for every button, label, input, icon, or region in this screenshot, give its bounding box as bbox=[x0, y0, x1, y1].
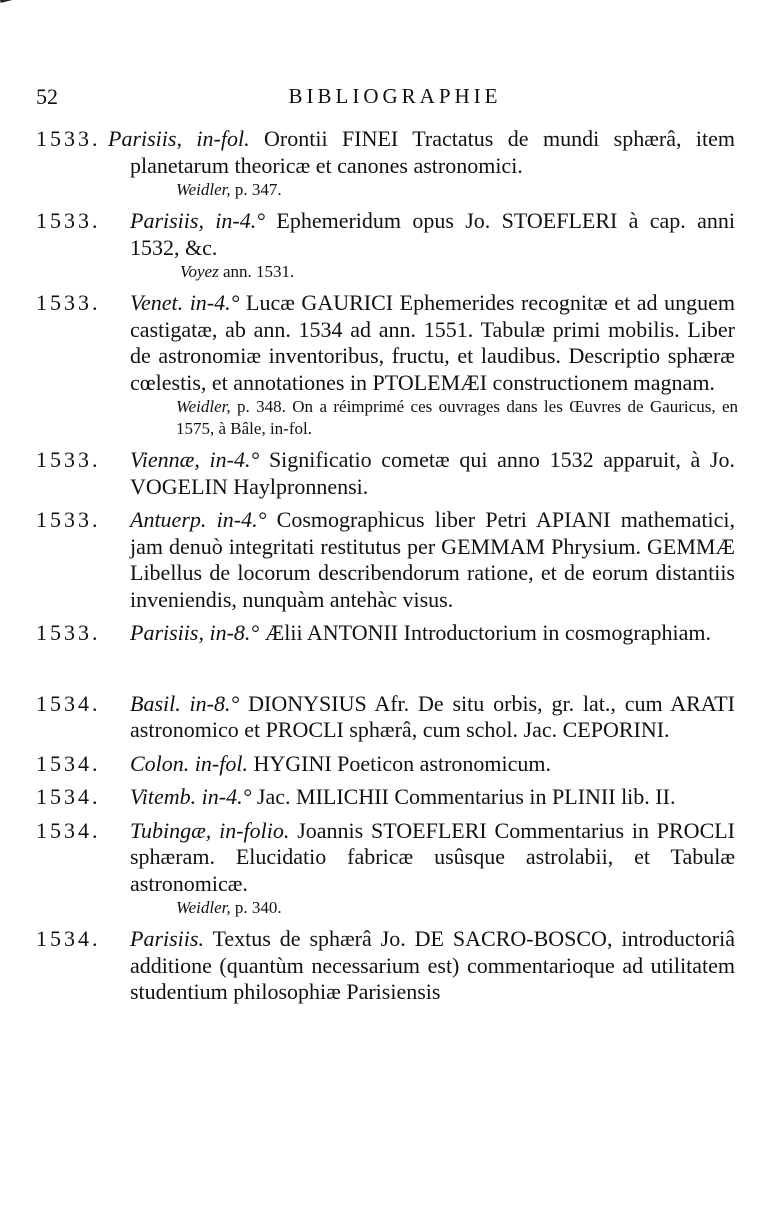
entry-description: Ælii ANTONII Introductorium in cosmographiam. bbox=[264, 620, 711, 645]
entry-text bbox=[108, 290, 735, 396]
entry-place: Parisiis, in-fol. bbox=[108, 126, 250, 151]
entry-place: Basil. in-8.° bbox=[130, 690, 240, 716]
note-text: ann. 1531. bbox=[222, 262, 295, 281]
note-source: Weidler, bbox=[176, 180, 231, 199]
entry-place: Parisiis, in-4.° bbox=[130, 208, 266, 233]
entry-place: Parisiis, in-8.° bbox=[130, 620, 260, 645]
entry-description: Cosmographicus liber Petri APIANI mathematici, jam denuò integritati restitutus per GEMMAM Phrysium. GEMMÆ Libellus de locorum describendorum ratione, et de eorum distantiis inveniendis, nunquàm antehàc visus. bbox=[130, 507, 735, 612]
entry-year: 1533. bbox=[36, 208, 101, 233]
entry-text bbox=[108, 507, 735, 613]
entry-1534-sacrobosco bbox=[0, 926, 766, 1006]
bibliography-entries bbox=[0, 126, 766, 1013]
entry-text bbox=[108, 818, 735, 898]
entry-year: 1533. bbox=[36, 620, 101, 645]
entry-text bbox=[108, 208, 735, 261]
entry-text bbox=[108, 751, 735, 778]
entry-year: 1534. bbox=[36, 690, 101, 716]
entry-1534-dionysius bbox=[0, 691, 766, 744]
entry-description: Textus de sphærâ Jo. DE SACRO-BOSCO, introductoriâ additione (quantùm necessarium est) commentarioque ad utilitatem studentium philosophiæ Parisiensis bbox=[130, 926, 735, 1004]
entry-description: Lucæ GAURICI Ephemerides recognitæ et ad unguem castigatæ, ab ann. 1534 ad ann. 1551. Tabulæ primi mobilis. Liber de astronomiæ inventoribus, fructu, et laudibus. Descriptio sphæræ cœlestis, et annotationes in PTOLEMÆI constructionem magnam. bbox=[130, 290, 735, 395]
entry-place: Parisiis. bbox=[130, 926, 204, 951]
entry-place: Antuerp. in-4.° bbox=[130, 507, 267, 532]
entry-place: Tubingæ, in-folio. bbox=[130, 817, 290, 843]
note-text: p. 348. On a réimprimé ces ouvrages dans les Œuvres de Gauricus, en 1575, à Bâle, in-fol. bbox=[176, 397, 738, 438]
entry-description: Orontii FINEI Tractatus de mundi sphærâ, item planetarum theoricæ et canones astronomici. bbox=[130, 126, 736, 178]
entry-1534-stoefleri bbox=[0, 818, 766, 920]
entry-text bbox=[108, 126, 735, 179]
note-text: p. 340. bbox=[234, 898, 282, 917]
entry-description: HYGINI Poeticon astronomicum. bbox=[253, 750, 552, 776]
entry-description: Ephemeridum opus Jo. STOEFLERI à cap. anni 1532, &c. bbox=[130, 208, 736, 260]
entry-year: 1533. bbox=[36, 126, 101, 151]
entry-place: Vitemb. in-4.° bbox=[130, 784, 252, 809]
entry-text bbox=[108, 620, 735, 647]
entry-1533-gaurici bbox=[0, 290, 766, 440]
entry-text bbox=[108, 691, 735, 744]
page-number: 52 bbox=[36, 84, 58, 109]
entry-1533-antonii bbox=[0, 620, 766, 647]
entry-note bbox=[176, 396, 738, 440]
entry-1533-stoefleri bbox=[0, 208, 766, 283]
note-source: Voyez bbox=[180, 262, 219, 281]
note-source: Weidler, bbox=[176, 397, 231, 416]
entry-place: Venet. in-4.° bbox=[130, 290, 240, 315]
entry-place: Colon. in-fol. bbox=[130, 750, 248, 776]
entry-description: Jac. MILICHII Commentarius in PLINII lib. II. bbox=[256, 784, 676, 809]
entry-description: DIONYSIUS Afr. De situ orbis, gr. lat., cum ARATI astronomico et PROCLI sphærâ, cum schol. Jac. CEPORINI. bbox=[130, 690, 736, 742]
entry-text bbox=[108, 784, 735, 811]
entry-1534-hygini bbox=[0, 751, 766, 778]
entry-1533-apiani bbox=[0, 507, 766, 613]
entry-text bbox=[108, 447, 735, 500]
running-title: BIBLIOGRAPHIE bbox=[288, 84, 502, 108]
entry-1533-vogelin bbox=[0, 447, 766, 500]
entry-year: 1533. bbox=[36, 507, 101, 532]
entry-note bbox=[176, 897, 738, 919]
entry-note bbox=[176, 179, 738, 201]
entry-1534-milichii bbox=[0, 784, 766, 811]
entry-text bbox=[108, 926, 735, 1006]
entry-year: 1534. bbox=[36, 926, 101, 951]
note-text: p. 347. bbox=[234, 180, 282, 199]
entry-description: Joannis STOEFLERI Commentarius in PROCLI sphæram. Elucidatio fabricæ usûsque astrolabii, et Tabulæ astronomicæ. bbox=[130, 817, 736, 896]
note-source: Weidler, bbox=[176, 898, 231, 917]
entry-year: 1533. bbox=[36, 290, 101, 315]
entry-year: 1533. bbox=[36, 447, 101, 472]
entry-description: Significatio cometæ qui anno 1532 apparuit, à Jo. VOGELIN Haylpronnensi. bbox=[130, 447, 735, 499]
entry-place: Viennæ, in-4.° bbox=[130, 447, 260, 472]
entry-year: 1534. bbox=[36, 817, 101, 843]
entry-year: 1534. bbox=[36, 750, 101, 776]
entry-1533-finei bbox=[0, 126, 766, 201]
corner-mark bbox=[0, 0, 25, 16]
entry-year: 1534. bbox=[36, 784, 101, 809]
entry-note bbox=[180, 261, 742, 283]
